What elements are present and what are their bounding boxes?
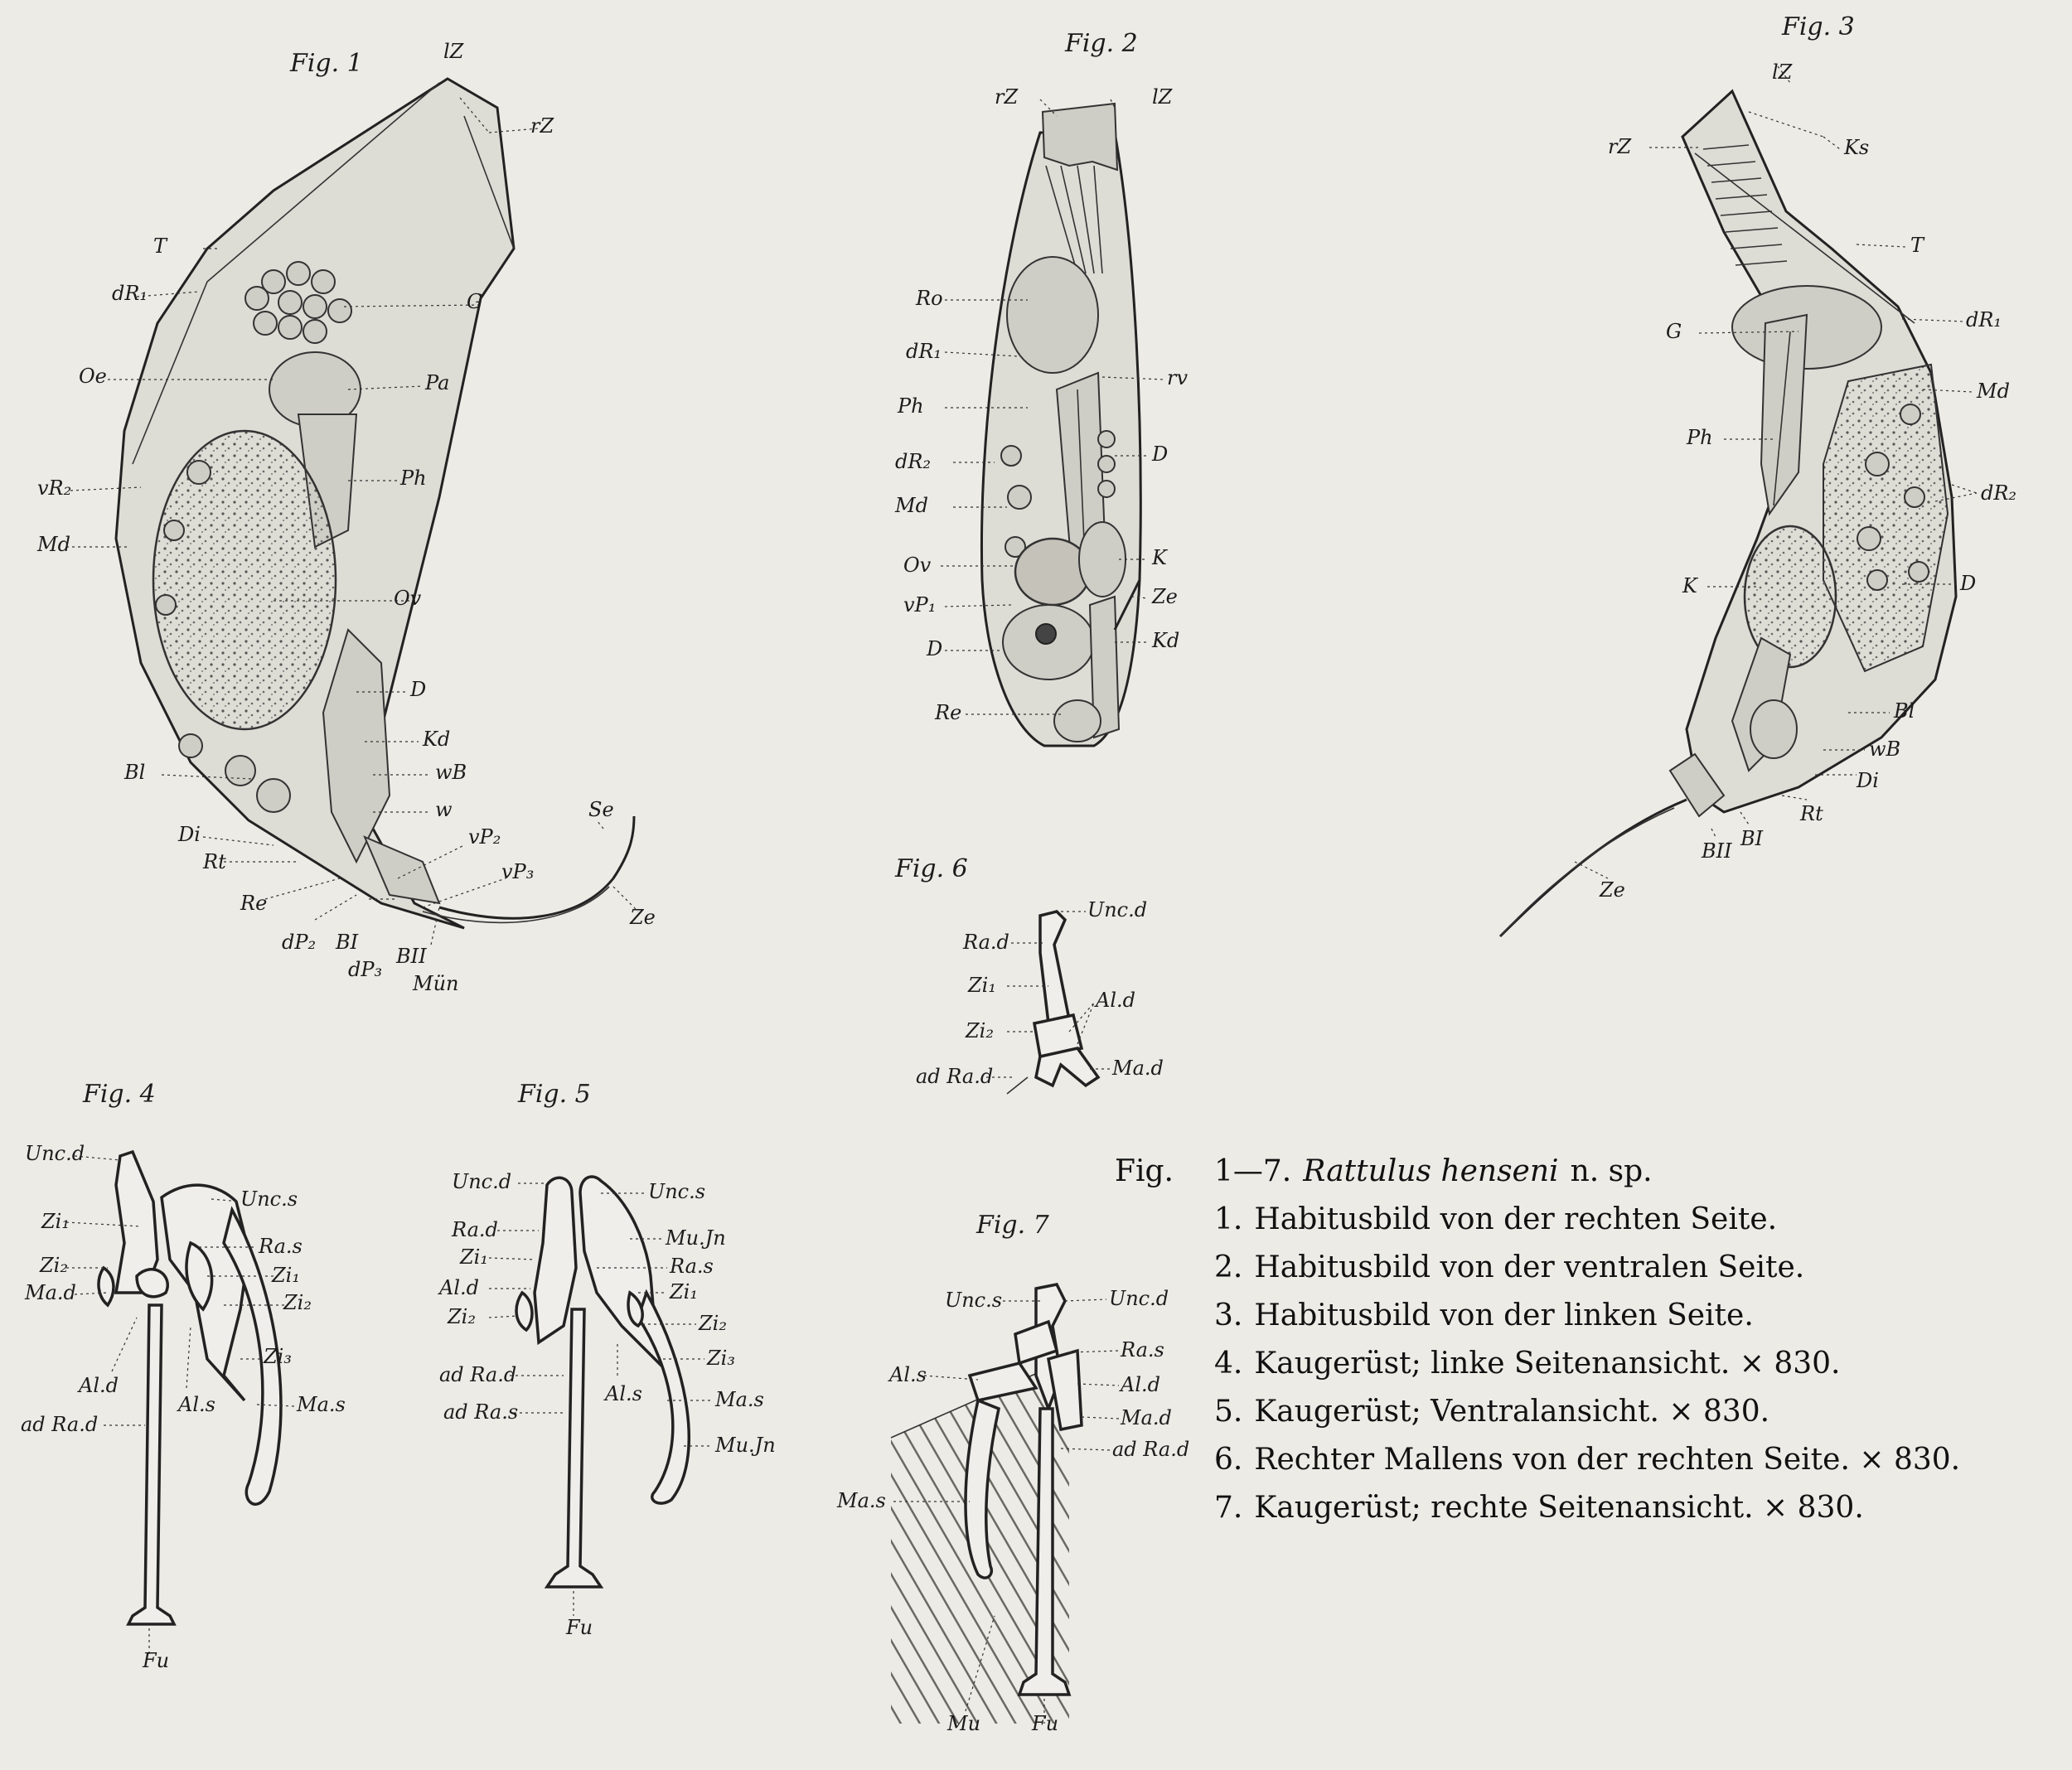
fig6-label-Zi1: Zi₁ (968, 974, 996, 997)
fig3-label-D: D (1960, 572, 1977, 595)
fig1-label-D: D (410, 678, 427, 701)
fig7-label-Mad: Ma.d (1121, 1406, 1172, 1429)
fig6-title: Fig. 6 (895, 854, 968, 883)
caption-list (1115, 1196, 2043, 1532)
fig4-label-Uncs: Unc.s (240, 1187, 298, 1211)
fig4-label-Uncd: Unc.d (25, 1142, 85, 1165)
fig2-label-rv: rv (1167, 366, 1188, 389)
fig3-label-rZ: rZ (1608, 135, 1632, 158)
fig5-label-Fu: Fu (566, 1616, 593, 1639)
fig5-label-adRas: ad Ra.s (443, 1400, 519, 1424)
fig1-label-G: G (467, 290, 483, 313)
fig3-label-Bl: Bl (1894, 699, 1915, 723)
fig3-label-Ks: Ks (1844, 136, 1870, 159)
fig3-label-Di: Di (1857, 769, 1879, 792)
caption-item-number: 1. (1214, 1202, 1243, 1236)
fig4-label-Ras: Ra.s (259, 1235, 303, 1258)
caption-item (1214, 1196, 2043, 1244)
fig3-label-Md: Md (1977, 380, 2010, 403)
fig4-label-Zi1: Zi₁ (41, 1210, 70, 1233)
fig2-label-Re: Re (935, 701, 962, 724)
plate-caption (1115, 1148, 2043, 1532)
fig2-label-vP1: vP₁ (903, 593, 937, 617)
fig7-label-Uncd: Unc.d (1109, 1287, 1169, 1310)
fig1-label-lZ: lZ (443, 40, 464, 63)
fig1-label-Di: Di (178, 823, 201, 846)
caption-item (1214, 1388, 2043, 1436)
fig2-label-D-lower: D (927, 637, 943, 660)
fig7-label-Als: Al.s (889, 1363, 927, 1386)
figure-2 (894, 29, 1188, 746)
fig1-title: Fig. 1 (290, 49, 363, 78)
fig4-label-Zi2-right: Zi₂ (283, 1291, 312, 1314)
fig5-drawing (516, 1177, 689, 1587)
fig7-label-Fu: Fu (1032, 1712, 1059, 1735)
fig7-label-Mas: Ma.s (837, 1489, 886, 1512)
fig3-label-K: K (1682, 574, 1697, 597)
fig1-label-vP2: vP₂ (468, 825, 501, 849)
fig4-label-Ald: Al.d (79, 1374, 119, 1397)
fig1-label-Re: Re (240, 892, 268, 915)
fig4-label-Zi3: Zi₃ (264, 1345, 292, 1368)
fig1-label-dR1: dR₁ (112, 282, 148, 305)
caption-item-text: Habitusbild von der rechten Seite. (1254, 1202, 1778, 1236)
fig4-label-Mad: Ma.d (25, 1281, 76, 1304)
fig7-label-Ras: Ra.s (1121, 1338, 1164, 1361)
fig1-label-Ze: Ze (630, 906, 656, 929)
fig4-label-Als: Al.s (178, 1393, 215, 1416)
fig5-label-Zi3: Zi₃ (707, 1347, 735, 1370)
fig4-label-Zi1-right: Zi₁ (272, 1264, 300, 1287)
caption-item-text: Rechter Mallens von der rechten Seite. × 830. (1254, 1443, 1961, 1477)
fig2-label-dR1: dR₁ (906, 340, 942, 363)
fig1-label-Ph: Ph (400, 467, 427, 490)
fig6-drawing (1007, 912, 1098, 1094)
fig3-label-BI: BI (1740, 827, 1764, 850)
fig3-label-lZ: lZ (1772, 60, 1793, 84)
figure-6 (894, 854, 1164, 1094)
fig2-label-Md: Md (895, 494, 928, 517)
fig7-title: Fig. 7 (976, 1211, 1049, 1240)
fig5-label-Uncd: Unc.d (452, 1170, 512, 1193)
caption-range: 1—7. (1214, 1154, 1292, 1188)
figure-1 (36, 40, 656, 995)
fig6-label-Mad: Ma.d (1112, 1057, 1164, 1080)
caption-item-text: Habitusbild von der ventralen Seite. (1254, 1250, 1805, 1284)
fig5-title: Fig. 5 (518, 1080, 591, 1109)
fig1-label-Md: Md (37, 533, 70, 556)
caption-item-number: 5. (1214, 1395, 1243, 1429)
fig3-label-Ph: Ph (1687, 426, 1713, 449)
fig5-label-MuJn: Mu.Jn (666, 1226, 726, 1250)
fig5-label-Zi2: Zi₂ (448, 1305, 476, 1328)
fig6-label-Rad: Ra.d (963, 931, 1009, 954)
fig4-label-Zi2: Zi₂ (40, 1254, 68, 1277)
fig5-label-Rad: Ra.d (452, 1218, 498, 1241)
fig2-drawing (981, 104, 1140, 746)
fig5-label-Uncs: Unc.s (648, 1180, 706, 1203)
figure-5 (438, 1080, 776, 1639)
caption-item-text: Kaugerüst; linke Seitenansicht. × 830. (1254, 1347, 1841, 1381)
figure-3 (1500, 12, 2016, 936)
fig1-label-w: w (435, 798, 453, 821)
fig3-label-Ze: Ze (1600, 878, 1625, 902)
fig7-label-adRad: ad Ra.d (1112, 1438, 1190, 1461)
fig2-label-Ph: Ph (898, 394, 924, 418)
fig2-title: Fig. 2 (1065, 29, 1138, 58)
fig5-label-Mas: Ma.s (715, 1388, 764, 1411)
fig2-label-rZ: rZ (995, 85, 1019, 109)
caption-item (1214, 1484, 2043, 1532)
fig3-title: Fig. 3 (1782, 12, 1855, 41)
fig1-label-Oe: Oe (79, 365, 107, 388)
fig2-label-Ze: Ze (1152, 585, 1178, 608)
fig4-label-Mas: Ma.s (297, 1393, 346, 1416)
fig2-label-Ro: Ro (916, 287, 943, 310)
fig1-label-rZ: rZ (530, 114, 554, 138)
fig3-label-dR2: dR₂ (1981, 481, 2017, 505)
fig1-label-T: T (153, 235, 167, 258)
fig2-label-Ov: Ov (903, 554, 932, 577)
fig6-label-Uncd: Unc.d (1087, 898, 1148, 921)
fig1-label-Kd: Kd (423, 728, 451, 751)
caption-fig-word: Fig. (1115, 1154, 1174, 1188)
fig3-label-T: T (1910, 234, 1924, 257)
figure-4 (21, 1080, 346, 1672)
fig7-label-Uncs: Unc.s (945, 1289, 1003, 1312)
fig3-label-wB: wB (1869, 738, 1901, 761)
fig1-label-Pa: Pa (425, 371, 450, 394)
fig3-label-dR1: dR₁ (1966, 308, 2002, 331)
fig1-label-Mun: Mün (413, 972, 459, 995)
fig5-label-Als: Al.s (605, 1382, 642, 1405)
caption-item (1214, 1244, 2043, 1292)
fig5-label-MuJn-lower: Mu.Jn (715, 1434, 776, 1457)
caption-nsp: n. sp. (1570, 1154, 1653, 1188)
fig3-label-G: G (1666, 320, 1682, 343)
fig1-label-Rt: Rt (203, 850, 226, 873)
fig1-label-dP3: dP₃ (348, 958, 383, 981)
caption-item-text: Habitusbild von der linken Seite. (1254, 1298, 1754, 1332)
caption-item-text: Kaugerüst; Ventralansicht. × 830. (1254, 1395, 1770, 1429)
fig7-label-Mu: Mu (947, 1712, 981, 1735)
fig1-label-Ov: Ov (394, 587, 422, 610)
fig1-label-Se: Se (588, 798, 614, 821)
caption-species: Rattulus henseni (1303, 1154, 1559, 1188)
caption-item-number: 4. (1214, 1347, 1243, 1381)
fig6-label-adRad: ad Ra.d (916, 1065, 994, 1088)
caption-item (1214, 1436, 2043, 1484)
fig2-label-lZ: lZ (1152, 85, 1173, 109)
fig5-label-Zi2-right: Zi₂ (699, 1312, 727, 1335)
caption-item-number: 2. (1214, 1250, 1243, 1284)
fig6-label-Zi2: Zi₂ (966, 1019, 994, 1042)
fig2-label-K: K (1152, 546, 1167, 569)
caption-item-number: 3. (1214, 1298, 1243, 1332)
fig1-label-vP3: vP₃ (501, 860, 535, 883)
fig5-label-Ald: Al.d (439, 1276, 479, 1299)
fig5-label-Zi1-right: Zi₁ (670, 1280, 698, 1303)
caption-item (1214, 1340, 2043, 1388)
fig3-drawing (1500, 91, 1956, 936)
fig3-label-Rt: Rt (1800, 802, 1823, 825)
fig6-label-Ald: Al.d (1096, 989, 1135, 1012)
fig5-label-adRad: ad Ra.d (439, 1363, 517, 1386)
caption-item-number: 6. (1214, 1443, 1243, 1477)
fig2-label-dR2: dR₂ (895, 450, 932, 473)
fig1-label-wB: wB (435, 761, 467, 784)
fig7-label-Ald: Al.d (1121, 1373, 1160, 1396)
fig4-label-Fu: Fu (143, 1649, 170, 1672)
fig5-label-Ras: Ra.s (670, 1255, 714, 1278)
fig4-title: Fig. 4 (83, 1080, 156, 1109)
fig1-label-BI: BI (336, 931, 359, 954)
caption-heading (1115, 1148, 2043, 1196)
fig1-label-Bl: Bl (124, 761, 146, 784)
fig2-label-Kd: Kd (1152, 629, 1180, 652)
fig1-label-BII: BII (396, 945, 427, 968)
fig4-drawing (99, 1152, 281, 1624)
caption-item-text: Kaugerüst; rechte Seitenansicht. × 830. (1254, 1491, 1864, 1525)
fig1-label-vR2: vR₂ (37, 476, 72, 500)
fig3-label-BII: BII (1702, 839, 1732, 863)
fig1-label-dP2: dP₂ (282, 931, 317, 954)
fig7-drawing (891, 1284, 1082, 1724)
fig4-label-adRad: ad Ra.d (21, 1413, 99, 1436)
caption-item-number: 7. (1214, 1491, 1243, 1525)
fig1-drawing (116, 79, 634, 928)
caption-item (1214, 1292, 2043, 1340)
fig5-label-Zi1: Zi₁ (460, 1245, 488, 1269)
fig2-label-D: D (1152, 442, 1169, 466)
